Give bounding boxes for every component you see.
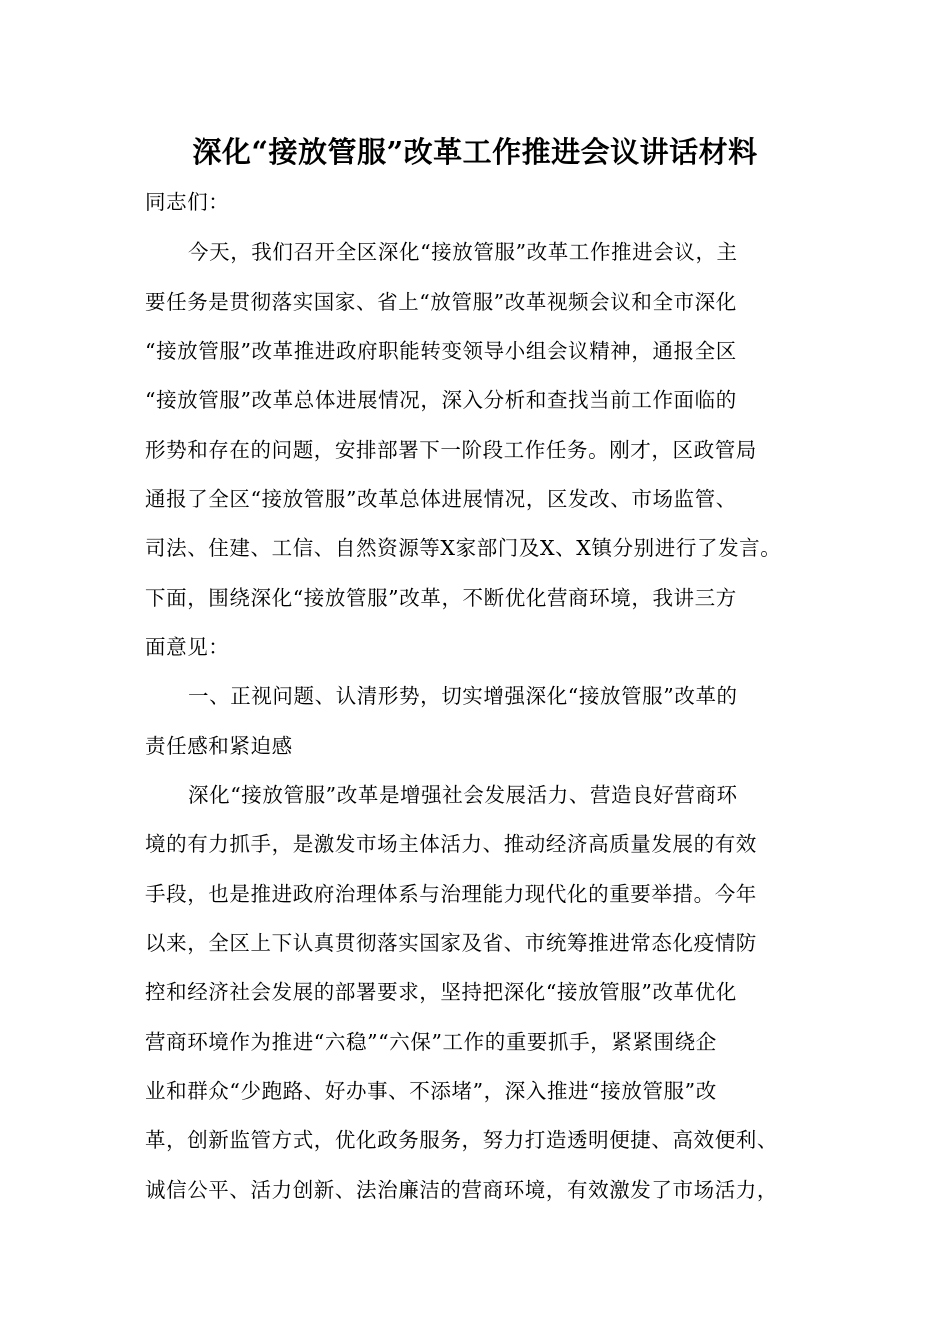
section-heading-line: 一、正视问题、认清形势，切实增强深化“接放管服”改革的: [188, 684, 738, 708]
paragraph-line: 革，创新监管方式，优化政务服务，努力打造透明便捷、高效便利、: [145, 1128, 778, 1152]
paragraph-line: 司法、住建、工信、自然资源等X家部门及X、X镇分别进行了发言。: [145, 536, 782, 560]
paragraph-line: 面意见：: [145, 635, 230, 659]
paragraph-line: 今天，我们召开全区深化“接放管服”改革工作推进会议，主: [188, 240, 738, 264]
paragraph-line: 要任务是贯彻落实国家、省上“放管服”改革视频会议和全市深化: [145, 290, 737, 314]
paragraph-line: 形势和存在的问题，安排部署下一阶段工作任务。刚才，区政管局: [145, 438, 757, 462]
section-heading-line: 责任感和紧迫感: [145, 734, 293, 758]
paragraph-line: 深化“接放管服”改革是增强社会发展活力、营造良好营商环: [188, 783, 738, 807]
paragraph-line: “接放管服”改革总体进展情况，深入分析和查找当前工作面临的: [145, 388, 737, 412]
paragraph-line: 下面，围绕深化“接放管服”改革，不断优化营商环境，我讲三方: [145, 586, 737, 610]
paragraph-line: 业和群众“少跑路、好办事、不添堵”，深入推进“接放管服”改: [145, 1079, 717, 1103]
paragraph-line: 境的有力抓手，是激发市场主体活力、推动经济高质量发展的有效: [145, 832, 757, 856]
paragraph-line: “接放管服”改革推进政府职能转变领导小组会议精神，通报全区: [145, 339, 737, 363]
paragraph-line: 以来，全区上下认真贯彻落实国家及省、市统筹推进常态化疫情防: [145, 931, 757, 955]
paragraph-line: 诚信公平、活力创新、法治廉洁的营商环境，有效激发了市场活力，: [145, 1178, 778, 1202]
paragraph-line: 通报了全区“接放管服”改革总体进展情况，区发改、市场监管、: [145, 487, 737, 511]
salutation: 同志们：: [145, 190, 230, 214]
paragraph-line: 手段，也是推进政府治理体系与治理能力现代化的重要举措。今年: [145, 882, 757, 906]
paragraph-line: 营商环境作为推进“六稳”“六保”工作的重要抓手，紧紧围绕企: [145, 1030, 717, 1054]
document-title: 深化“接放管服”改革工作推进会议讲话材料: [192, 135, 758, 169]
paragraph-line: 控和经济社会发展的部署要求，坚持把深化“接放管服”改革优化: [145, 980, 737, 1004]
